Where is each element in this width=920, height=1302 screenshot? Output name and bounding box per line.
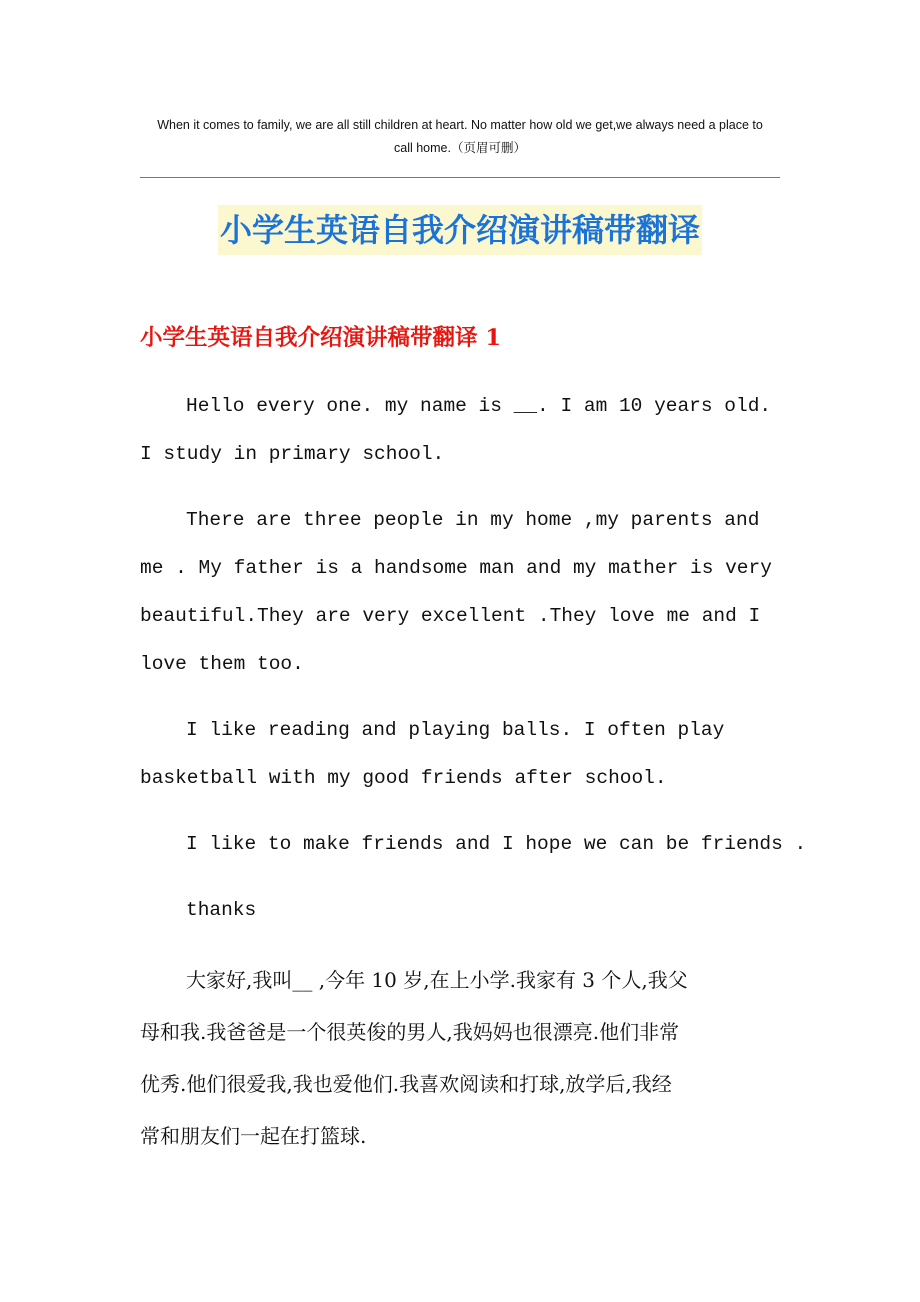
paragraph-line: basketball with my good friends after school. [140, 767, 667, 789]
paragraph-line: Hello every one. my name is __. I am 10 years old. [186, 395, 772, 417]
page-header [140, 114, 780, 160]
english-paragraph-3 [140, 706, 724, 802]
paragraph-line: love them too. [140, 653, 304, 675]
paragraph-line: me . My father is a handsome man and my mather is very [140, 557, 772, 579]
english-paragraph-4 [140, 820, 806, 868]
paragraph-line: I study in primary school. [140, 443, 445, 465]
paragraph-line: 常和朋友们一起在打篮球. [140, 1124, 367, 1148]
document-title-text: 小学生英语自我介绍演讲稿带翻译 [218, 205, 702, 255]
document-title [0, 205, 920, 255]
header-line-1: When it comes to family, we are all still children at heart. No matter how old we get,we always need a place to [157, 118, 763, 132]
paragraph-line: beautiful.They are very excellent .They love me and I [140, 605, 761, 627]
paragraph-line: 优秀.他们很爱我,我也爱他们.我喜欢阅读和打球,放学后,我经 [140, 1072, 672, 1096]
english-paragraph-2 [140, 496, 772, 688]
paragraph-line: 大家好,我叫__ ,今年 10 岁,在上小学.我家有 3 个人,我父 [186, 968, 688, 992]
paragraph-line: I like to make friends and I hope we can be friends . [186, 833, 807, 855]
header-divider [140, 177, 780, 178]
paragraph-line: I like reading and playing balls. I often play [186, 719, 725, 741]
paragraph-line: thanks [186, 899, 257, 921]
section-heading: 小学生英语自我介绍演讲稿带翻译 1 [140, 325, 501, 351]
chinese-translation-paragraph [140, 954, 790, 1162]
paragraph-line: 母和我.我爸爸是一个很英俊的男人,我妈妈也很漂亮.他们非常 [140, 1020, 680, 1044]
header-line-2: call home.（页眉可删） [394, 141, 526, 155]
paragraph-line: There are three people in my home ,my parents and [186, 509, 760, 531]
english-paragraph-1 [140, 382, 771, 478]
english-paragraph-5 [140, 886, 256, 934]
